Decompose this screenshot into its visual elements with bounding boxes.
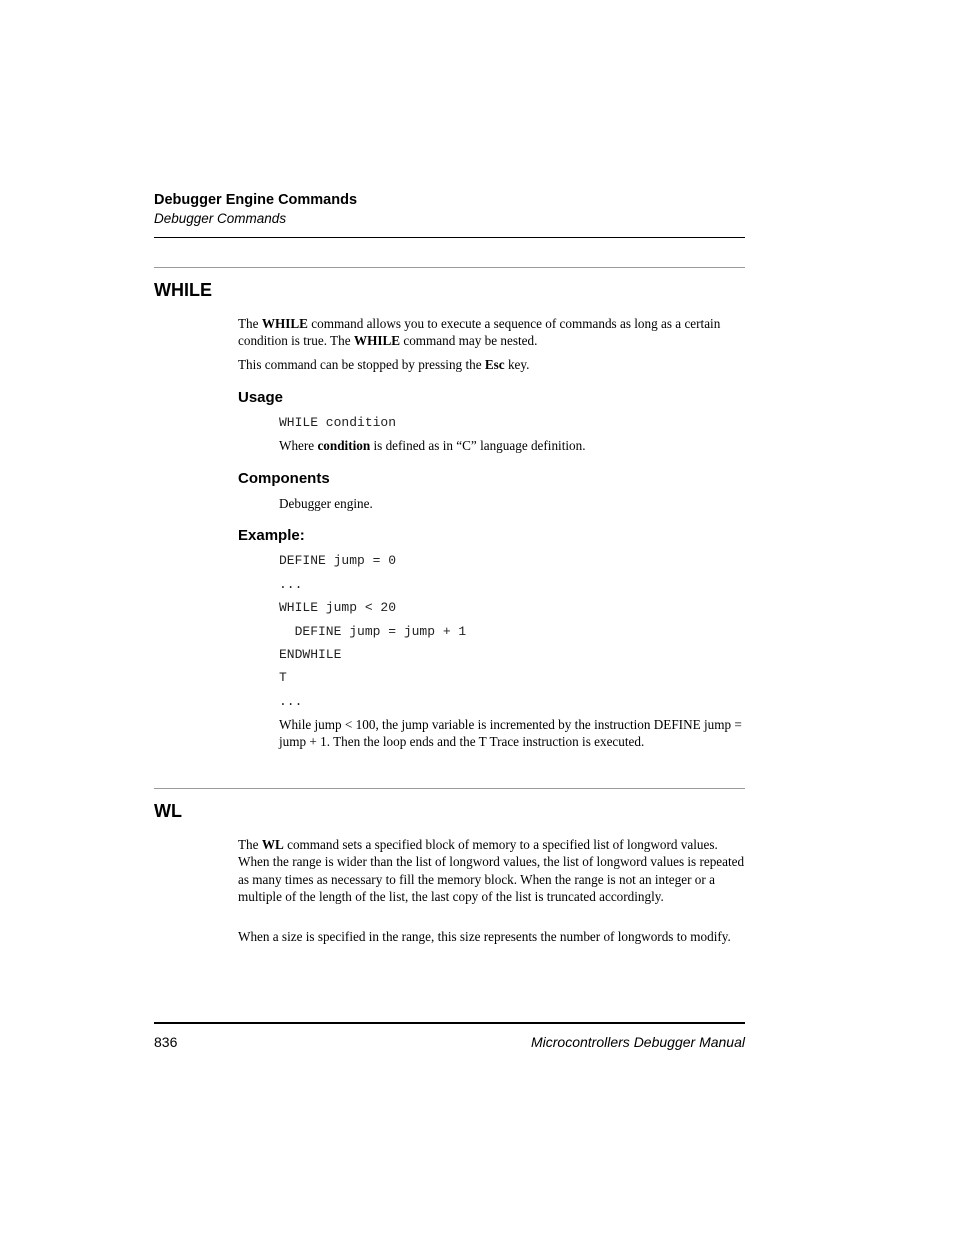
page-number: 836 — [154, 1034, 178, 1050]
example-code-line: T — [279, 670, 287, 685]
manual-title: Microcontrollers Debugger Manual — [531, 1034, 745, 1050]
example-code-line: WHILE jump < 20 — [279, 600, 397, 615]
running-header-subtitle: Debugger Commands — [154, 211, 287, 226]
while-stop-paragraph: This command can be stopped by pressing the Esc key. — [238, 357, 530, 372]
example-code-line: DEFINE jump = jump + 1 — [279, 624, 467, 639]
subheading-example: Example: — [238, 527, 305, 544]
section-heading-while: WHILE — [154, 280, 212, 300]
section-rule-wl — [154, 788, 745, 789]
footer-rule — [154, 1022, 745, 1024]
wl-description-paragraph: The WL command sets a specified block of memory to a specified list of longword values. When the range is wider than the list of longword values, the list of longword values is repeated as many times as necessary to fill the memory block. When the range is not an integer or a multiple of the length of the list, the last copy of the list is truncated accordingly. — [238, 837, 745, 904]
usage-description: Where condition is defined as in “C” language definition. — [279, 438, 586, 453]
example-code-line: DEFINE jump = 0 — [279, 553, 397, 568]
subheading-components: Components — [238, 470, 330, 487]
wl-size-paragraph: When a size is specified in the range, this size represents the number of longwords to modify. — [238, 929, 731, 944]
header-rule — [154, 237, 745, 238]
while-intro-paragraph: The WHILE command allows you to execute a sequence of commands as long as a certain condition is true. The WHILE command may be nested. — [238, 316, 721, 349]
subheading-usage: Usage — [238, 389, 284, 406]
running-header-title: Debugger Engine Commands — [154, 192, 358, 208]
usage-code: WHILE condition — [279, 415, 397, 430]
components-text: Debugger engine. — [279, 496, 373, 511]
example-description: While jump < 100, the jump variable is incremented by the instruction DEFINE jump = jump + 1. Then the loop ends and the T Trace instruction is executed. — [279, 717, 742, 750]
example-code-line: ... — [279, 577, 303, 592]
example-code-line: ... — [279, 694, 303, 709]
section-rule-while — [154, 267, 745, 268]
section-heading-wl: WL — [154, 801, 182, 821]
example-code-line: ENDWHILE — [279, 647, 342, 662]
